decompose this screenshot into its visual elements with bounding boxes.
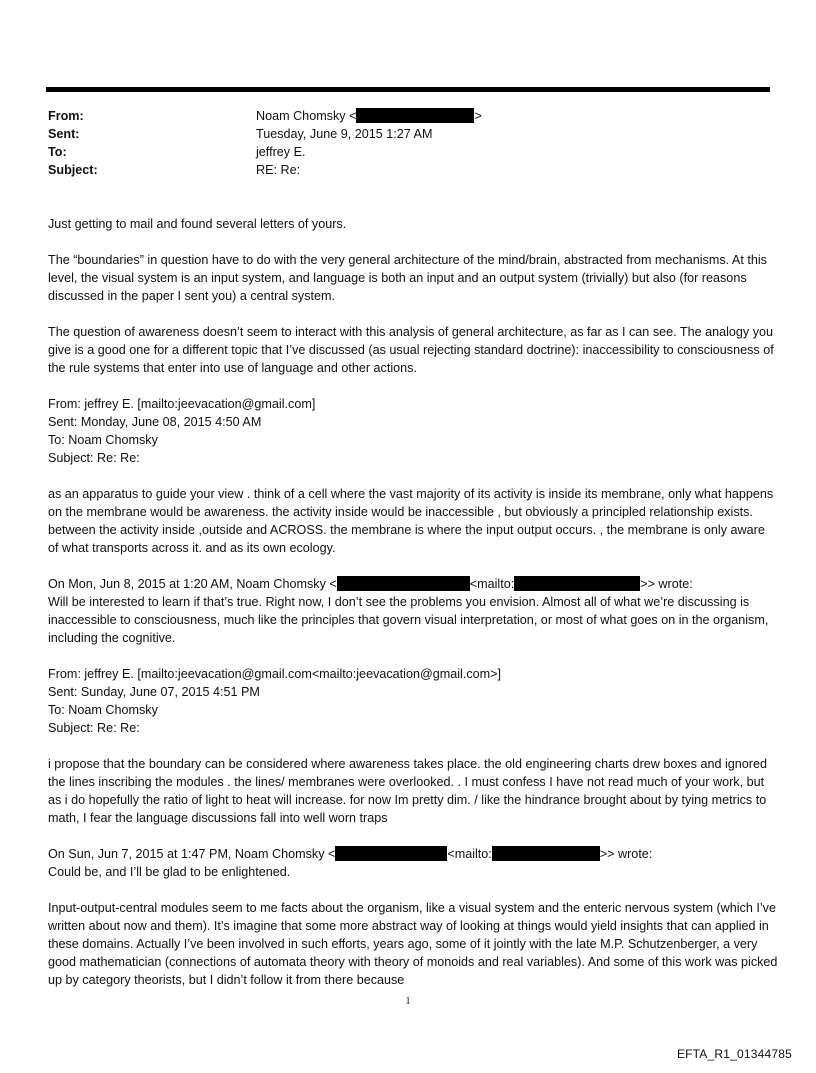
- sent-value: Tuesday, June 9, 2015 1:27 AM: [256, 127, 433, 141]
- header-divider: [46, 87, 770, 92]
- quoted-sent: Sent: Sunday, June 07, 2015 4:51 PM: [48, 685, 260, 699]
- subject-value: RE: Re:: [256, 163, 301, 177]
- quoted-from: From: jeffrey E. [mailto:jeevacation@gmail.com<mailto:jeevacation@gmail.com>]: [48, 667, 501, 681]
- redacted-block: [514, 576, 640, 591]
- quoted-subject: Subject: Re: Re:: [48, 721, 140, 735]
- from-value: Noam Chomsky < >: [256, 109, 482, 123]
- body-paragraph: as an apparatus to guide your view . think of a cell where the vast majority of its activity is inside its membrane, only what happens on the membrane would be awareness. the activity inside would be inaccessible , but obviously a principled relationship exists. between the activity inside ,outside and ACROSS. the membrane is where the input output occurs. , the membrane is only aware of what transports across it. and as its own ecology.: [48, 487, 774, 555]
- from-label: From:: [48, 109, 84, 123]
- on-wrote-line: On Sun, Jun 7, 2015 at 1:47 PM, Noam Chomsky < <mailto: >> wrote:: [48, 847, 653, 861]
- email-header: [48, 107, 482, 179]
- to-label: To:: [48, 145, 67, 159]
- quoted-from: From: jeffrey E. [mailto:jeevacation@gmail.com]: [48, 397, 316, 411]
- sent-label: Sent:: [48, 127, 80, 141]
- body-paragraph: Will be interested to learn if that’s true. Right now, I don’t see the problems you envision. Almost all of what we’re discussing is inaccessible to consciousness, much like the principles that govern visual interpretation, or most of what goes on in the organism, including the cognitive.: [48, 595, 769, 645]
- redacted-block: [335, 846, 447, 861]
- redacted-block: [492, 846, 600, 861]
- quoted-to: To: Noam Chomsky: [48, 703, 158, 717]
- body-paragraph: Could be, and I’ll be glad to be enlightened.: [48, 865, 291, 879]
- body-paragraph: Input-output-central modules seem to me facts about the organism, like a visual system and the enteric nervous system (which I’ve written about now and them). It’s imagine that some more abstract way of looking at things would yield insights that can applied in these domains. Actually I’ve been involved in such efforts, years ago, some of it jointly with the late M.P. Schutzenberger, a very good mathematician (connections of automata theory with theory of monoids and real variables). And some of this work was picked up by category theorists, but I didn’t follow it from there because: [48, 901, 778, 987]
- body-paragraph: i propose that the boundary can be considered where awareness takes place. the old engineering charts drew boxes and ignored the lines inscribing the modules . the lines/ membranes were overlooked. . I must confess I have not read much of your work, but as i do hopefully the ratio of light to heat will increase. for now Im pretty dim. / like the hindrance brought about by tying metrics to math, I fear the language discussions fall into well worn traps: [48, 757, 768, 825]
- on-wrote-line: On Mon, Jun 8, 2015 at 1:20 AM, Noam Chomsky < <mailto: >> wrote:: [48, 577, 693, 591]
- quoted-subject: Subject: Re: Re:: [48, 451, 140, 465]
- to-row: [48, 143, 482, 161]
- quoted-to: To: Noam Chomsky: [48, 433, 158, 447]
- sent-row: [48, 125, 482, 143]
- body-paragraph: The “boundaries” in question have to do with the very general architecture of the mind/brain, abstracted from mechanisms. At this level, the visual system is an input system, and language is both an input and an output system (trivially) but also (for reasons discussed in the paper I sent you) a central system.: [48, 253, 767, 303]
- body-paragraph: The question of awareness doesn’t seem to interact with this analysis of general architecture, as far as I can see. The analogy you give is a good one for a different topic that I’ve discussed (as usual rejecting standard doctrine): inaccessibility to consciousness of the rule systems that enter into use of language and other actions.: [48, 325, 774, 375]
- subject-row: [48, 161, 482, 179]
- from-row: [48, 107, 482, 125]
- quoted-sent: Sent: Monday, June 08, 2015 4:50 AM: [48, 415, 262, 429]
- document-id: EFTA_R1_01344785: [676, 1047, 792, 1061]
- to-value: jeffrey E.: [256, 145, 306, 159]
- redacted-block: [356, 108, 474, 123]
- page-number: 1: [405, 996, 411, 1007]
- subject-label: Subject:: [48, 163, 98, 177]
- email-body: [48, 215, 778, 1007]
- redacted-block: [337, 576, 470, 591]
- body-paragraph: Just getting to mail and found several letters of yours.: [48, 217, 347, 231]
